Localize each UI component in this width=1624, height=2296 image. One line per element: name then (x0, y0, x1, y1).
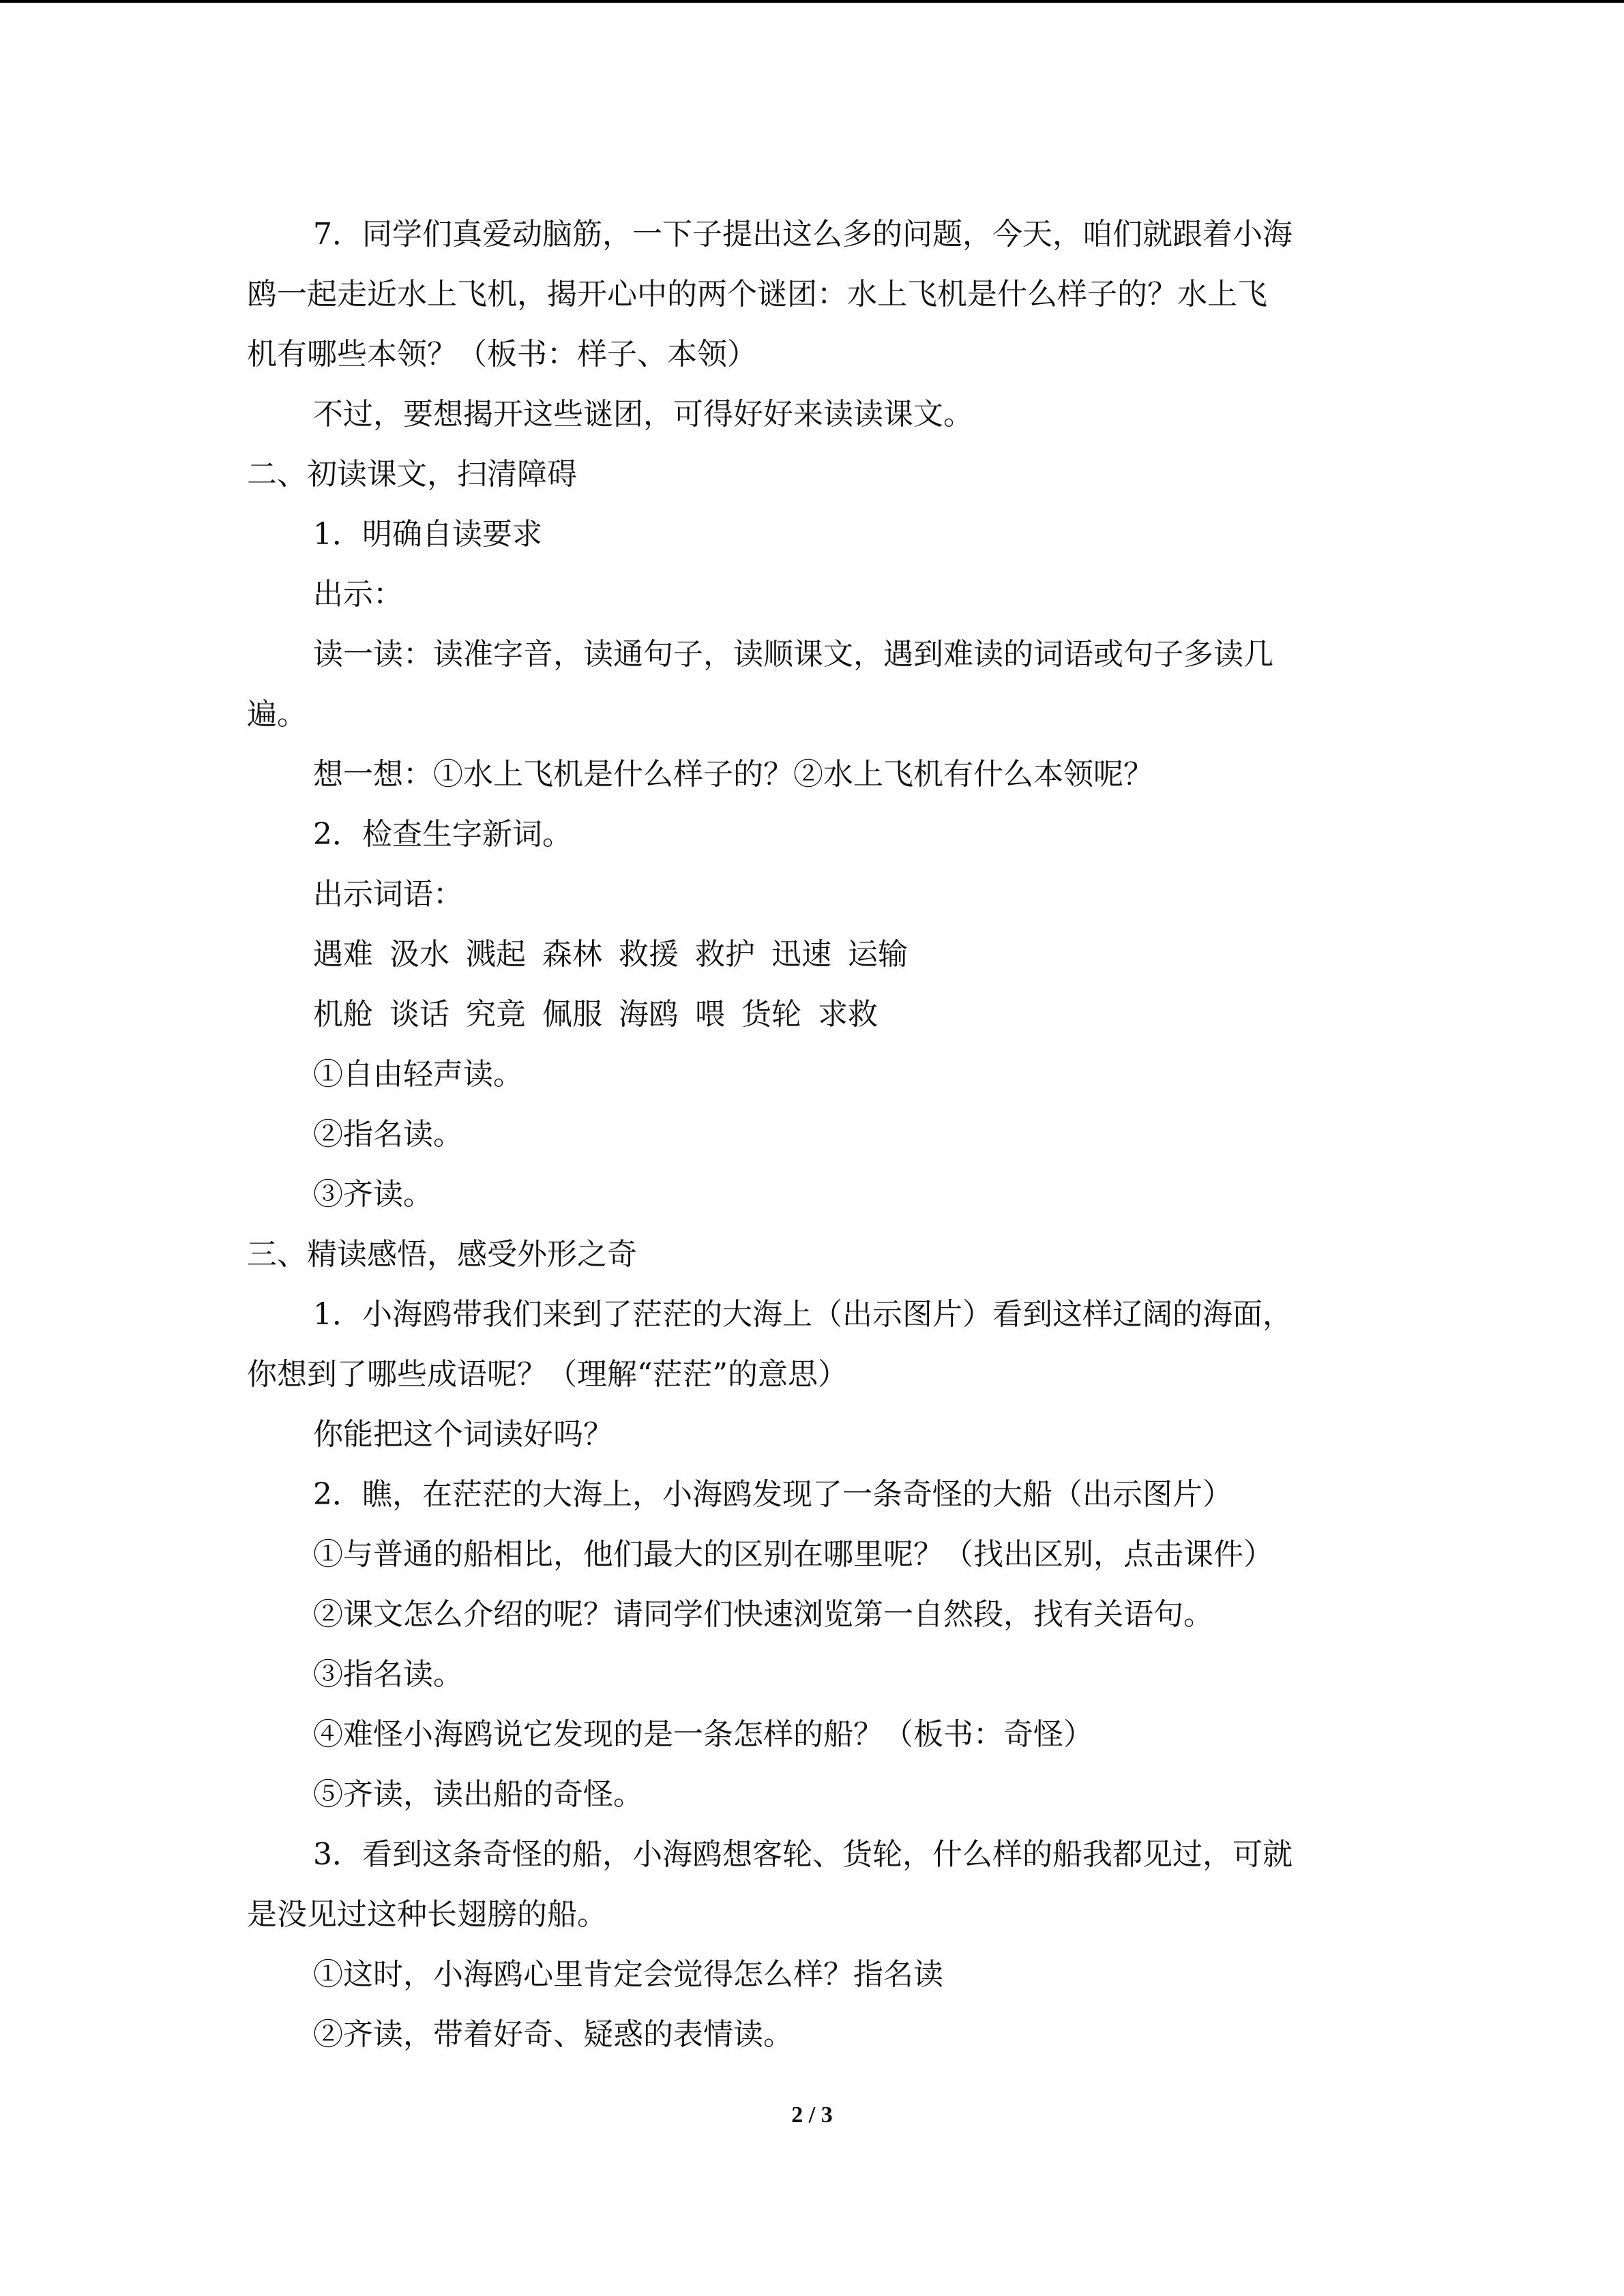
paragraph-line: 想一想：①水上飞机是什么样子的？②水上飞机有什么本领呢？ (313, 757, 1153, 792)
vocab-word: 迅速 (771, 937, 831, 972)
paragraph-line: 鸥一起走近水上飞机，揭开心中的两个谜团：水上飞机是什么样子的？水上飞 (247, 277, 1267, 312)
paragraph-line: 3．看到这条奇怪的船，小海鸥想客轮、货轮，什么样的船我都见过，可就 (313, 1837, 1293, 1872)
paragraph-line: ②指名读。 (313, 1117, 463, 1152)
paragraph-line: 不过，要想揭开这些谜团，可得好好来读读课文。 (313, 397, 973, 432)
paragraph-line: 遍。 (247, 697, 307, 732)
paragraph-line: 出示： (313, 577, 403, 612)
vocab-word: 究竟 (466, 997, 526, 1032)
vocab-word: 求救 (818, 997, 878, 1032)
paragraph-line: 2．瞧，在茫茫的大海上，小海鸥发现了一条奇怪的大船（出示图片） (313, 1477, 1232, 1512)
section-heading: 二、初读课文，扫清障碍 (247, 457, 577, 492)
vocab-word: 货轮 (741, 997, 801, 1032)
paragraph-line: ④难怪小海鸥说它发现的是一条怎样的船？（板书：奇怪） (313, 1717, 1093, 1752)
paragraph-line: ①自由轻声读。 (313, 1057, 523, 1092)
vocab-word: 森林 (542, 937, 602, 972)
paragraph-line: 1．小海鸥带我们来到了茫茫的大海上（出示图片）看到这样辽阔的海面， (313, 1297, 1293, 1332)
paragraph-line: 1．明确自读要求 (313, 517, 542, 552)
paragraph-line: ③指名读。 (313, 1657, 463, 1692)
page-number: 2 / 3 (791, 2102, 833, 2128)
vocab-word: 谈话 (389, 997, 449, 1032)
paragraph-line: 机有哪些本领？（板书：样子、本领） (247, 337, 757, 372)
vocab-word: 机舱 (313, 997, 373, 1032)
paragraph-line: 你能把这个词读好吗？ (313, 1417, 613, 1452)
paragraph-line: ①这时，小海鸥心里肯定会觉得怎么样？指名读 (313, 1957, 943, 1992)
vocab-word: 救护 (695, 937, 755, 972)
paragraph-line: 出示词语： (313, 877, 463, 912)
paragraph-line: 2．检查生字新词。 (313, 817, 572, 852)
text-block-2 (247, 1045, 1379, 2065)
paragraph-line: 读一读：读准字音，读通句子，读顺课文，遇到难读的词语或句子多读几 (313, 637, 1273, 672)
vocab-word: 汲水 (389, 937, 449, 972)
vocab-word: 运输 (848, 937, 908, 972)
paragraph-line: ②齐读，带着好奇、疑惑的表情读。 (313, 2017, 793, 2052)
text-block-1 (247, 205, 1379, 925)
vocab-row-1 (247, 925, 1379, 985)
document-body (247, 205, 1379, 2065)
section-heading: 三、精读感悟，感受外形之奇 (247, 1237, 637, 1272)
vocab-word: 溅起 (466, 937, 526, 972)
paragraph-line: 你想到了哪些成语呢？（理解“茫茫”的意思） (247, 1357, 848, 1392)
vocab-word: 佩服 (542, 997, 602, 1032)
paragraph-line: ②课文怎么介绍的呢？请同学们快速浏览第一自然段，找有关语句。 (313, 1597, 1213, 1632)
vocab-word: 遇难 (313, 937, 373, 972)
vocab-row-2 (247, 985, 1379, 1045)
paragraph-line: 7．同学们真爱动脑筋，一下子提出这么多的问题，今天，咱们就跟着小海 (313, 217, 1293, 252)
vocab-word: 救援 (619, 937, 679, 972)
vocab-word: 喂 (695, 997, 725, 1032)
top-border (0, 0, 1624, 3)
paragraph-line: 是没见过这种长翅膀的船。 (247, 1897, 607, 1932)
paragraph-line: ⑤齐读，读出船的奇怪。 (313, 1777, 643, 1812)
vocab-word: 海鸥 (619, 997, 679, 1032)
paragraph-line: ①与普通的船相比，他们最大的区别在哪里呢？（找出区别，点击课件） (313, 1537, 1273, 1572)
paragraph-line: ③齐读。 (313, 1177, 433, 1212)
